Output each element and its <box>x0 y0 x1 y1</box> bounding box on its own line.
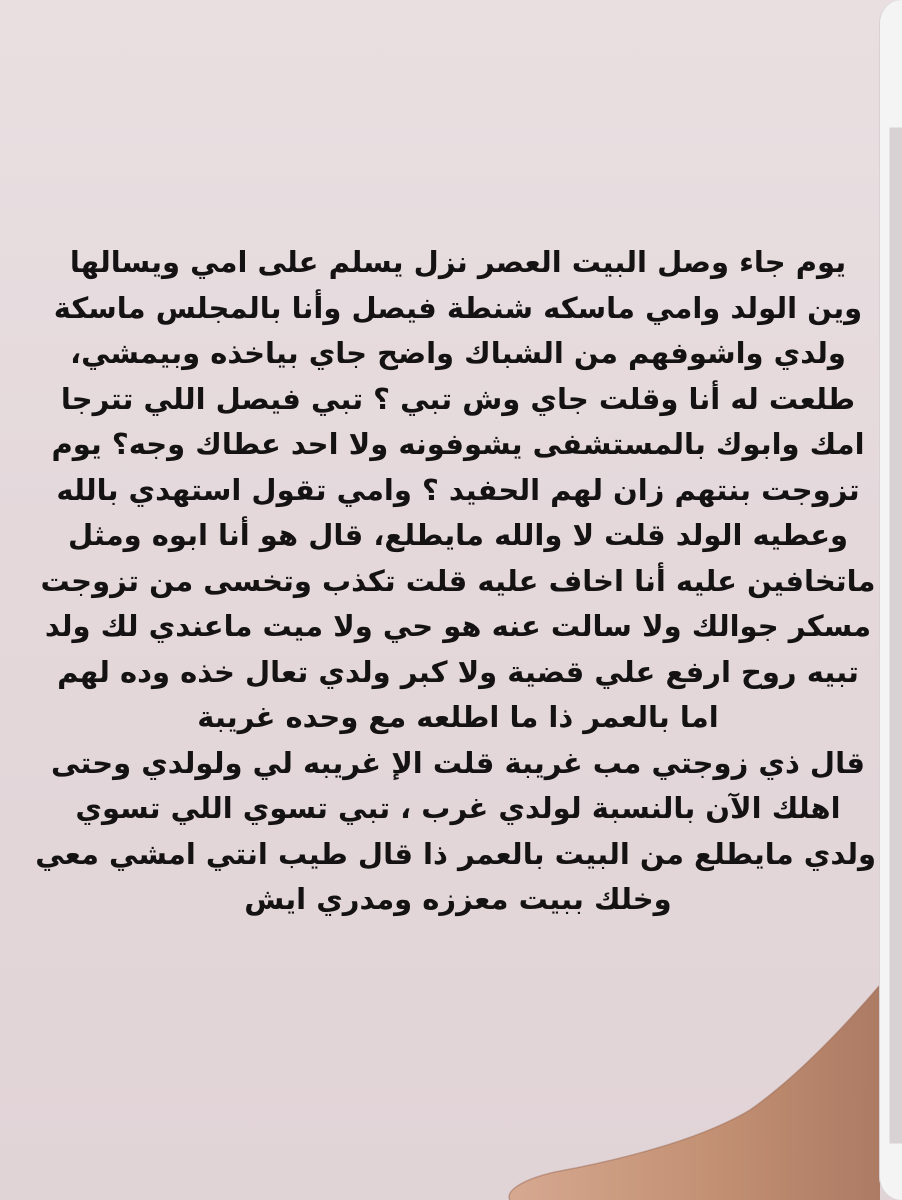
story-line-15: وخلك ببيت معززه ومدري ايش <box>244 882 672 916</box>
story-line-5: امك وابوك بالمستشفى يشوفونه ولا احد عطاك وجه؟ يوم <box>51 427 865 461</box>
story-line-8: ماتخافين عليه أنا اخاف عليه قلت تكذب وتخسى من تزوجت <box>40 563 876 598</box>
story-line-3: ولدي واشوفهم من الشباك واضح جاي بياخذه وبيمشي، <box>70 336 846 370</box>
story-line-14: ولدي مايطلع من البيت بالعمر ذا قال طيب انتي امشي معي <box>35 836 876 871</box>
story-line-11: اما بالعمر ذا ما اطلعه مع وحده غريبة <box>197 700 719 734</box>
story-line-10: تبيه روح ارفع علي قضية ولا كبر ولدي تعال خذه وده لهم <box>57 654 859 689</box>
story-line-7: وعطيه الولد قلت لا والله مايطلع، قال هو أنا ابوه ومثل <box>67 518 849 552</box>
story-line-6: تزوجت بنتهم زان لهم الحفيد ؟ وامي تقول استهدي بالله <box>56 472 860 507</box>
story-line-2: وين الولد وامي ماسكه شنطة فيصل وأنا بالمجلس ماسكة <box>53 290 863 325</box>
story-line-13: اهلك الآن بالنسبة لولدي غرب ، تبي تسوي اللي تسوي <box>75 791 841 825</box>
story-line-4: طلعت له أنا وقلت جاي وش تبي ؟ تبي فيصل اللي تترجا <box>60 381 856 416</box>
story-line-9: مسكر جوالك ولا سالت عنه هو حي ولا ميت ماعندي لك ولد <box>44 609 872 643</box>
story-line-12: قال ذي زوجتي مب غريبة قلت الإ غريبه لي ولولدي وحتى <box>51 745 865 780</box>
right-edge-frame <box>879 0 902 1200</box>
story-line-1: يوم جاء وصل البيت العصر نزل يسلم على امي ويسالها <box>69 245 847 279</box>
